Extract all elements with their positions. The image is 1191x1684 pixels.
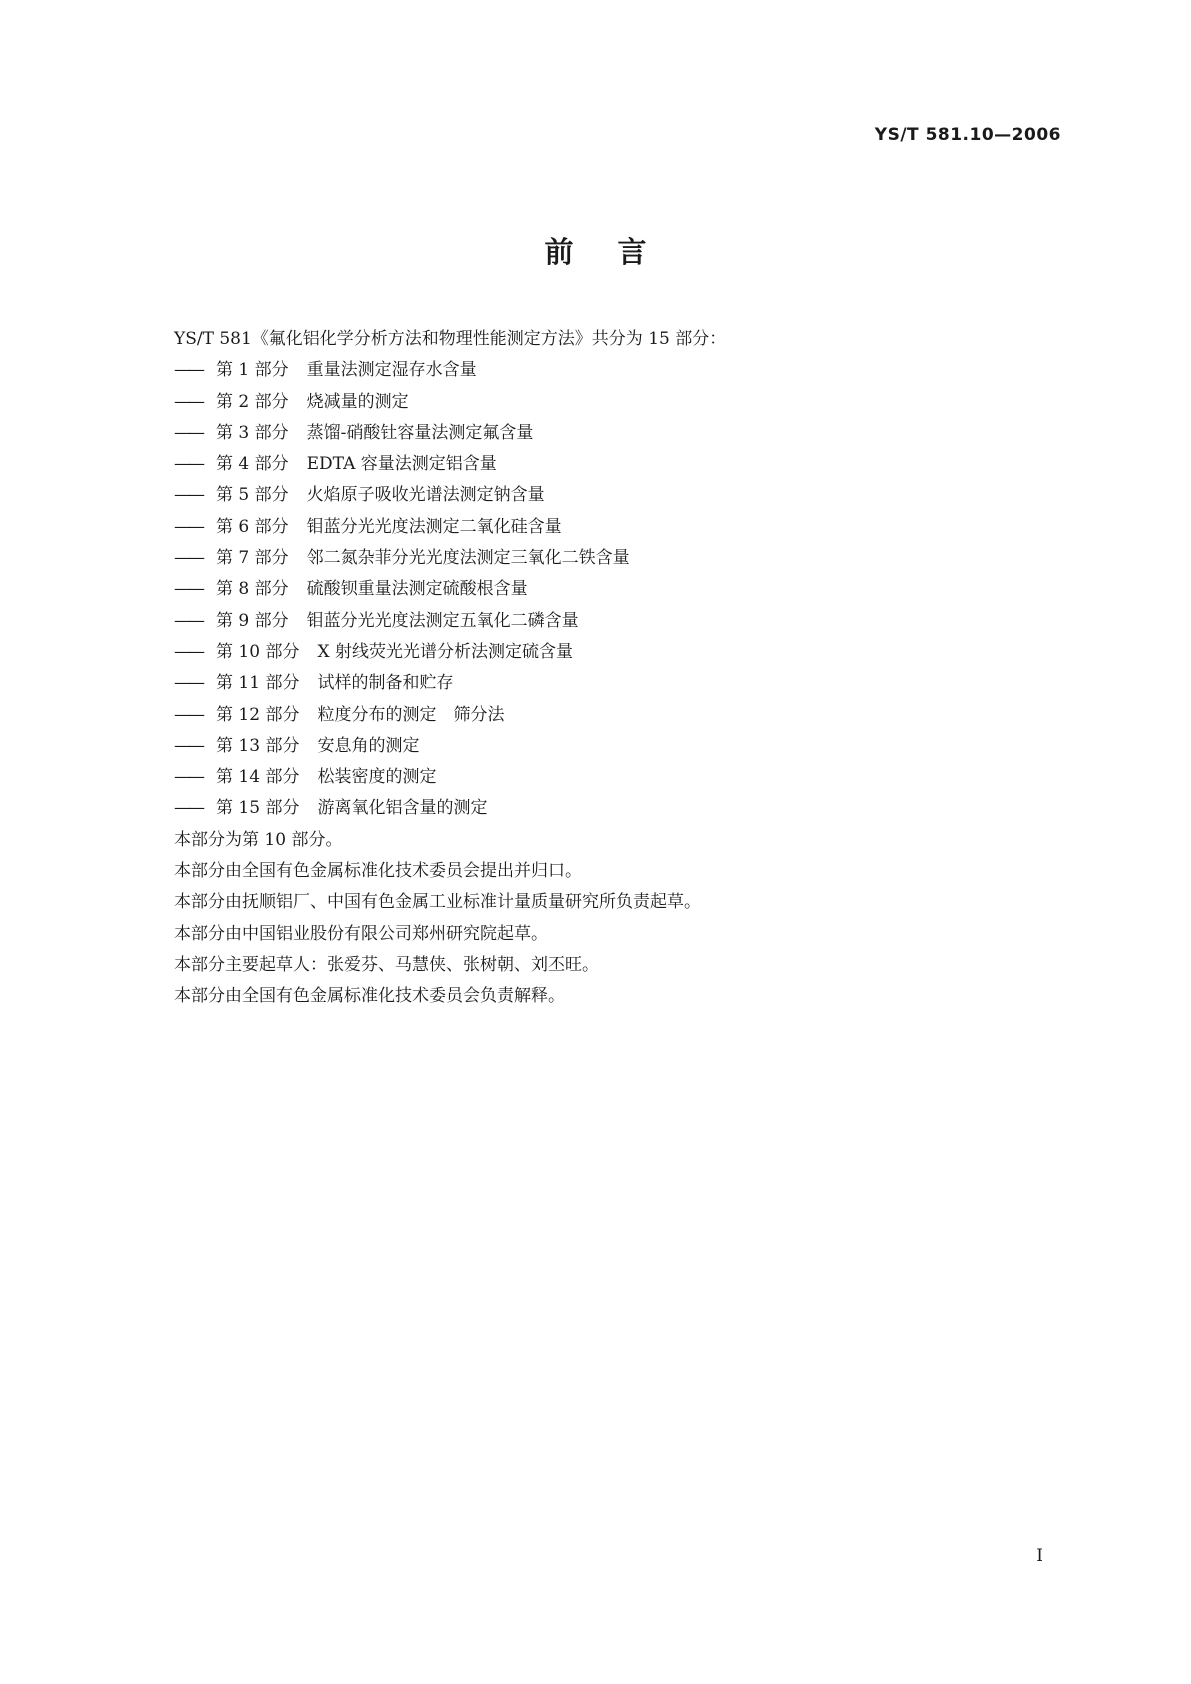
list-item xyxy=(174,512,1034,543)
part-title: 试样的制备和贮存 xyxy=(317,673,454,694)
part-label: 第 11 部分 xyxy=(216,673,300,694)
part-title: 钼蓝分光光度法测定五氧化二磷含量 xyxy=(306,610,579,631)
notes-block xyxy=(174,825,1034,1013)
spacer xyxy=(299,793,317,824)
list-item xyxy=(174,418,1034,449)
part-title: 烧减量的测定 xyxy=(306,391,409,412)
part-label: 第 4 部分 xyxy=(216,454,289,475)
list-item-dash: —— xyxy=(174,579,202,600)
spacer xyxy=(299,700,317,731)
spacer xyxy=(299,731,317,762)
note-paragraph: 本部分由全国有色金属标准化技术委员会提出并归口。 xyxy=(174,861,582,882)
page-number: I xyxy=(1036,1546,1043,1566)
note-paragraph: 本部分主要起草人：张爱芬、马慧侠、张树朝、刘丕旺。 xyxy=(174,954,599,975)
part-label: 第 8 部分 xyxy=(216,579,289,600)
list-item xyxy=(174,762,1034,793)
spacer xyxy=(289,574,307,605)
list-item xyxy=(174,668,1034,699)
note-paragraph: 本部分由全国有色金属标准化技术委员会负责解释。 xyxy=(174,986,565,1007)
part-label: 第 3 部分 xyxy=(216,422,289,443)
list-item xyxy=(174,793,1034,824)
part-title: 蒸馏-硝酸钍容量法测定氟含量 xyxy=(306,422,534,443)
part-label: 第 15 部分 xyxy=(216,798,300,819)
standard-number: YS/T 581.10—2006 xyxy=(874,125,1061,145)
list-item xyxy=(174,731,1034,762)
list-item-dash: —— xyxy=(174,454,202,475)
list-item-dash: —— xyxy=(174,548,202,569)
spacer xyxy=(299,668,317,699)
part-label: 第 1 部分 xyxy=(216,360,289,381)
note-paragraph: 本部分由中国铝业股份有限公司郑州研究院起草。 xyxy=(174,923,548,944)
page-title: 前言 xyxy=(544,235,691,269)
part-title: 粒度分布的测定 筛分法 xyxy=(317,704,505,725)
part-title: EDTA 容量法测定铝含量 xyxy=(306,454,497,475)
part-label: 第 13 部分 xyxy=(216,735,300,756)
list-item xyxy=(174,449,1034,480)
part-label: 第 12 部分 xyxy=(216,704,300,725)
list-item xyxy=(174,700,1034,731)
part-label: 第 2 部分 xyxy=(216,391,289,412)
part-title: 松装密度的测定 xyxy=(317,767,437,788)
list-item-dash: —— xyxy=(174,641,202,662)
list-item-dash: —— xyxy=(174,485,202,506)
note-paragraph: 本部分由抚顺铝厂、中国有色金属工业标准计量质量研究所负责起草。 xyxy=(174,892,701,913)
part-label: 第 5 部分 xyxy=(216,485,289,506)
spacer xyxy=(289,606,307,637)
list-item-dash: —— xyxy=(174,735,202,756)
list-item-dash: —— xyxy=(174,422,202,443)
spacer xyxy=(289,480,307,511)
part-title: 邻二氮杂菲分光光度法测定三氧化二铁含量 xyxy=(306,548,630,569)
spacer xyxy=(299,762,317,793)
spacer xyxy=(299,637,317,668)
list-item-dash: —— xyxy=(174,516,202,537)
part-title: 重量法测定湿存水含量 xyxy=(306,360,477,381)
part-title: 游离氧化铝含量的测定 xyxy=(317,798,488,819)
part-title: 硫酸钡重量法测定硫酸根含量 xyxy=(306,579,528,600)
list-item-dash: —— xyxy=(174,391,202,412)
list-item xyxy=(174,355,1034,386)
part-label: 第 9 部分 xyxy=(216,610,289,631)
spacer xyxy=(289,449,307,480)
part-label: 第 6 部分 xyxy=(216,516,289,537)
list-item xyxy=(174,480,1034,511)
list-item-dash: —— xyxy=(174,610,202,631)
foreword-body xyxy=(174,324,1034,1013)
list-item-dash: —— xyxy=(174,798,202,819)
part-label: 第 10 部分 xyxy=(216,641,300,662)
list-item xyxy=(174,637,1034,668)
part-title: X 射线荧光光谱分析法测定硫含量 xyxy=(317,641,573,662)
list-item-dash: —— xyxy=(174,360,202,381)
part-title: 安息角的测定 xyxy=(317,735,420,756)
spacer xyxy=(289,512,307,543)
spacer xyxy=(289,543,307,574)
spacer xyxy=(289,418,307,449)
list-item-dash: —— xyxy=(174,704,202,725)
list-item-dash: —— xyxy=(174,673,202,694)
part-label: 第 14 部分 xyxy=(216,767,300,788)
part-title: 火焰原子吸收光谱法测定钠含量 xyxy=(306,485,545,506)
list-item-dash: —— xyxy=(174,767,202,788)
list-item xyxy=(174,606,1034,637)
list-item xyxy=(174,387,1034,418)
part-title: 钼蓝分光光度法测定二氧化硅含量 xyxy=(306,516,562,537)
spacer xyxy=(289,355,307,386)
note-paragraph: 本部分为第 10 部分。 xyxy=(174,829,343,850)
parts-list xyxy=(174,355,1034,824)
list-item xyxy=(174,574,1034,605)
intro-paragraph: YS/T 581《氟化铝化学分析方法和物理性能测定方法》共分为 15 部分： xyxy=(174,329,727,349)
list-item xyxy=(174,543,1034,574)
spacer xyxy=(289,387,307,418)
part-label: 第 7 部分 xyxy=(216,548,289,569)
